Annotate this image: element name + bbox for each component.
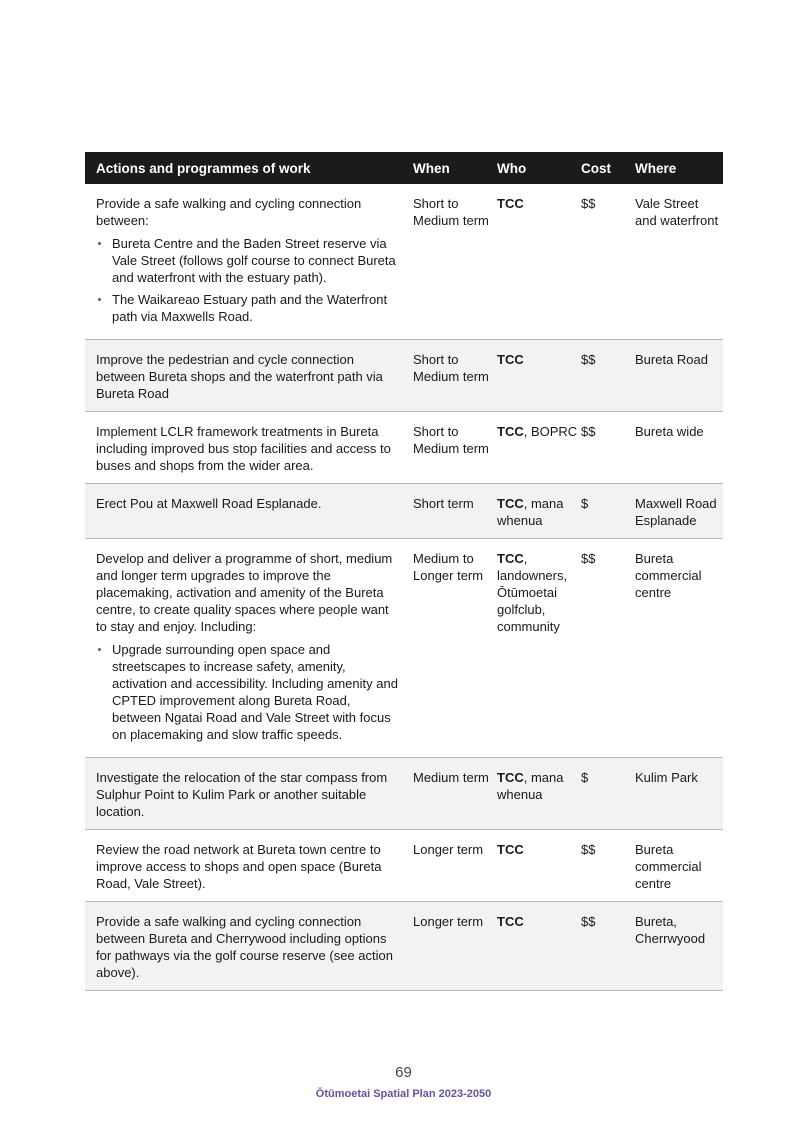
- where-cell: Bureta wide: [635, 424, 704, 439]
- who-cell: [497, 539, 581, 757]
- action-cell: [85, 412, 413, 483]
- table-row: [85, 484, 723, 539]
- table-row: [85, 830, 723, 902]
- where-cell: Vale Street and waterfront: [635, 196, 719, 228]
- who-partners: , landowners, Ōtūmoetai golfclub, community: [497, 551, 568, 634]
- action-bullets: [96, 235, 401, 325]
- action-bullet-item: Upgrade surrounding open space and streetscapes to increase safety, amenity, activation and accessibility. Including amenity and CPTED improvement along Bureta Road, between Ngatai Road and Vale Street with focus on placemaking and slow traffic speeds.: [96, 641, 401, 743]
- action-text: Provide a safe walking and cycling connection between:: [96, 196, 362, 228]
- table-row: [85, 340, 723, 412]
- cost-cell: $$: [581, 352, 596, 367]
- who-lead-agency: TCC: [497, 496, 524, 511]
- when-cell: Longer term: [413, 914, 484, 929]
- table-row: [85, 412, 723, 484]
- where-cell: Bureta commercial centre: [635, 842, 702, 891]
- who-cell: [497, 184, 581, 339]
- header-actions: Actions and programmes of work: [96, 160, 311, 176]
- action-text: Provide a safe walking and cycling connection between Bureta and Cherrywood including options for pathways via the golf course reserve (see action above).: [96, 914, 393, 980]
- who-cell: [497, 340, 581, 411]
- when-cell: Medium to Longer term: [413, 551, 484, 583]
- cost-cell: $$: [581, 424, 596, 439]
- when-cell: Short to Medium term: [413, 424, 489, 456]
- who-lead-agency: TCC: [497, 424, 524, 439]
- who-lead-agency: TCC: [497, 196, 524, 211]
- who-cell: [497, 758, 581, 829]
- where-cell: Maxwell Road Esplanade: [635, 496, 717, 528]
- table-row: [85, 184, 723, 340]
- action-cell: [85, 758, 413, 829]
- when-cell: Longer term: [413, 842, 484, 857]
- table-row: [85, 902, 723, 991]
- who-partners: , mana whenua: [497, 496, 564, 528]
- action-cell: [85, 902, 413, 990]
- who-lead-agency: TCC: [497, 551, 524, 566]
- header-when: When: [413, 160, 450, 176]
- who-cell: [497, 412, 581, 483]
- action-cell: [85, 184, 413, 339]
- who-lead-agency: TCC: [497, 770, 524, 785]
- action-bullets: [96, 641, 401, 743]
- who-cell: [497, 902, 581, 990]
- where-cell: Bureta commercial centre: [635, 551, 702, 600]
- table-body: [85, 184, 723, 991]
- action-cell: [85, 340, 413, 411]
- table-row: [85, 539, 723, 758]
- who-cell: [497, 830, 581, 901]
- action-bullet-item: The Waikareao Estuary path and the Waterfront path via Maxwells Road.: [96, 291, 401, 325]
- page-number: 69: [395, 1064, 412, 1081]
- action-text: Implement LCLR framework treatments in Bureta including improved bus stop facilities and access to buses and shops from the wider area.: [96, 424, 391, 473]
- who-lead-agency: TCC: [497, 842, 524, 857]
- who-partners: , mana whenua: [497, 770, 564, 802]
- cost-cell: $$: [581, 551, 596, 566]
- when-cell: Short term: [413, 496, 474, 511]
- who-lead-agency: TCC: [497, 352, 524, 367]
- cost-cell: $$: [581, 914, 596, 929]
- where-cell: Bureta, Cherrwyood: [635, 914, 706, 946]
- document-footer: Ōtūmoetai Spatial Plan 2023-2050: [315, 1088, 492, 1100]
- action-text: Review the road network at Bureta town centre to improve access to shops and open space (Bureta Road, Vale Street).: [96, 842, 382, 891]
- when-cell: Medium term: [413, 770, 489, 785]
- actions-table: [85, 152, 723, 991]
- cost-cell: $$: [581, 196, 596, 211]
- action-text: Develop and deliver a programme of short, medium and longer term upgrades to improve the placemaking, activation and amenity of the Bureta centre, to create quality spaces where people want to stay and enjoy. Including:: [96, 551, 393, 634]
- who-lead-agency: TCC: [497, 914, 524, 929]
- action-text: Erect Pou at Maxwell Road Esplanade.: [96, 496, 322, 511]
- action-cell: [85, 830, 413, 901]
- where-cell: Bureta Road: [635, 352, 708, 367]
- cost-cell: $: [581, 770, 589, 785]
- table-row: [85, 758, 723, 830]
- header-cost: Cost: [581, 160, 611, 176]
- who-cell: [497, 484, 581, 538]
- action-bullet-item: Bureta Centre and the Baden Street reserve via Vale Street (follows golf course to connect Bureta and waterfront with the estuary path).: [96, 235, 401, 286]
- table-header: [85, 152, 723, 184]
- action-cell: [85, 539, 413, 757]
- action-text: Improve the pedestrian and cycle connection between Bureta shops and the waterfront path via Bureta Road: [96, 352, 383, 401]
- who-partners: , BOPRC: [523, 424, 578, 439]
- header-where: Where: [635, 160, 677, 176]
- when-cell: Short to Medium term: [413, 352, 489, 384]
- action-text: Investigate the relocation of the star compass from Sulphur Point to Kulim Park or another suitable location.: [96, 770, 388, 819]
- action-cell: [85, 484, 413, 538]
- where-cell: Kulim Park: [635, 770, 698, 785]
- cost-cell: $: [581, 496, 589, 511]
- when-cell: Short to Medium term: [413, 196, 489, 228]
- cost-cell: $$: [581, 842, 596, 857]
- header-who: Who: [497, 160, 527, 176]
